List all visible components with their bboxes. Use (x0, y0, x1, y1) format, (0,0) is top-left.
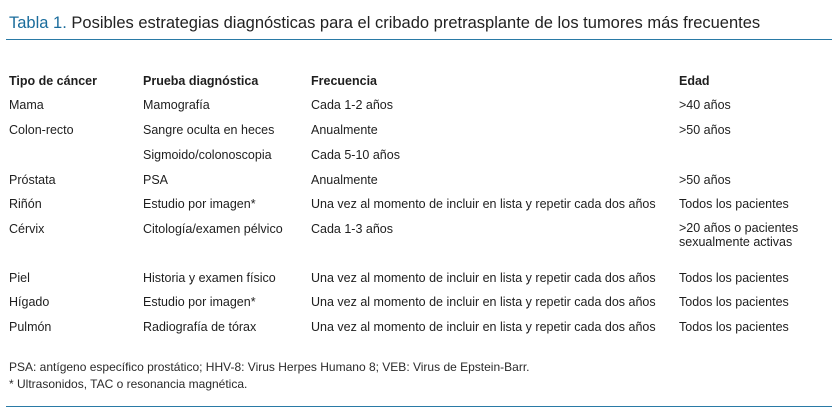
cell-tipo: Cérvix (9, 222, 45, 236)
cell-edad: Todos los pacientes (679, 295, 789, 309)
cell-prueba: Estudio por imagen* (143, 295, 256, 309)
table-number: Tabla 1. (9, 14, 67, 32)
cell-edad: >50 años (679, 173, 731, 187)
table-row (0, 147, 839, 165)
cell-edad: >20 años o pacientes sexualmente activas (679, 221, 799, 249)
cell-prueba: Mamografía (143, 98, 210, 112)
cell-frecuencia: Anualmente (311, 123, 378, 137)
cell-prueba: PSA (143, 173, 169, 187)
cell-tipo: Mama (9, 98, 44, 112)
cell-tipo: Piel (9, 271, 30, 285)
cell-frecuencia: Cada 1-2 años (311, 98, 394, 112)
footnote-asterisk: * Ultrasonidos, TAC o resonancia magnética. (9, 377, 248, 391)
cell-edad: >50 años (679, 123, 731, 137)
footnote-abbreviations: PSA: antígeno específico prostático; HHV-8: Virus Herpes Humano 8; VEB: Virus de Epstein-Barr. (9, 360, 530, 374)
cell-tipo: Pulmón (9, 320, 52, 334)
cell-frecuencia: Anualmente (311, 173, 378, 187)
cell-prueba: Citología/examen pélvico (143, 222, 283, 236)
table-title (9, 12, 831, 34)
column-header-tipo: Tipo de cáncer (9, 74, 97, 88)
column-header-edad: Edad (679, 74, 710, 88)
table-row (0, 122, 839, 140)
column-header-prueba: Prueba diagnóstica (143, 74, 259, 88)
cell-edad: Todos los pacientes (679, 320, 789, 334)
cell-edad: >40 años (679, 98, 731, 112)
cell-tipo: Colon-recto (9, 123, 74, 137)
bottom-rule (6, 406, 832, 407)
table-row (0, 97, 839, 115)
table-row (0, 172, 839, 190)
table-row (0, 319, 839, 337)
table-row (0, 294, 839, 312)
table-caption: Posibles estrategias diagnósticas para el cribado pretrasplante de los tumores más frecuentes (66, 14, 761, 32)
cell-prueba: Sigmoido/colonoscopia (143, 148, 272, 162)
cell-prueba: Radiografía de tórax (143, 320, 257, 334)
table-row (0, 196, 839, 214)
cell-frecuencia: Una vez al momento de incluir en lista y repetir cada dos años (311, 320, 656, 334)
table-row (0, 221, 839, 249)
cell-frecuencia: Cada 1-3 años (311, 222, 394, 236)
cell-prueba: Historia y examen físico (143, 271, 276, 285)
cell-tipo: Próstata (9, 173, 56, 187)
cell-tipo: Riñón (9, 197, 42, 211)
table-header-row (0, 73, 839, 91)
cell-frecuencia: Cada 5-10 años (311, 148, 400, 162)
cell-prueba: Sangre oculta en heces (143, 123, 275, 137)
column-header-frecuencia: Frecuencia (311, 74, 378, 88)
cell-frecuencia: Una vez al momento de incluir en lista y repetir cada dos años (311, 197, 656, 211)
cell-edad: Todos los pacientes (679, 197, 789, 211)
cell-edad: Todos los pacientes (679, 271, 789, 285)
cell-prueba: Estudio por imagen* (143, 197, 256, 211)
cell-frecuencia: Una vez al momento de incluir en lista y repetir cada dos años (311, 295, 656, 309)
cell-tipo: Hígado (9, 295, 50, 309)
top-rule (6, 39, 832, 40)
cell-frecuencia: Una vez al momento de incluir en lista y repetir cada dos años (311, 271, 656, 285)
table-row (0, 270, 839, 288)
